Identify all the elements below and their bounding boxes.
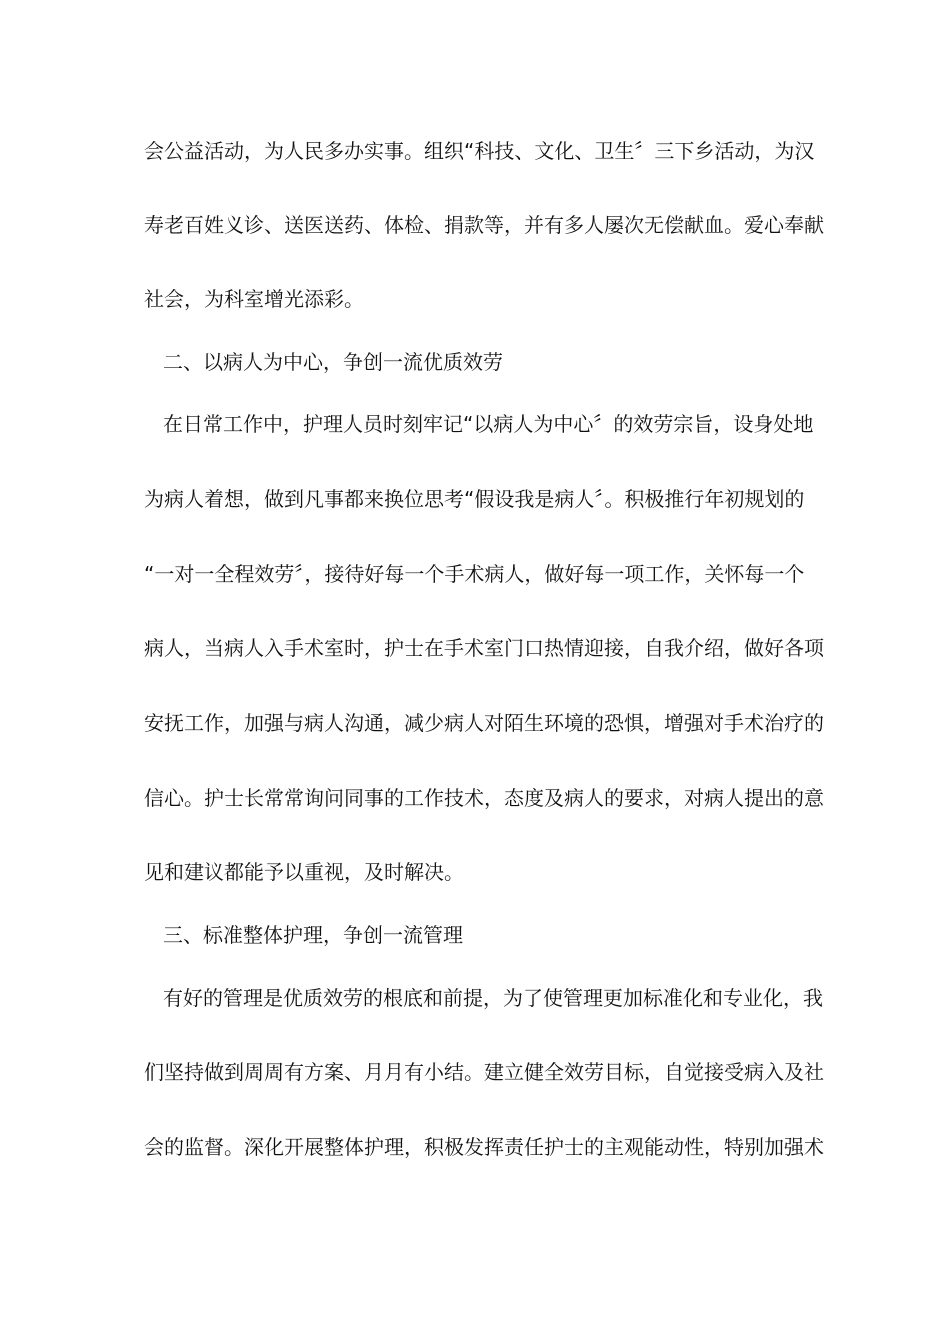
body-text-line: 们坚持做到周周有方案、月月有小结。建立健全效劳目标，自觉接受病入及社 (144, 1060, 824, 1084)
body-text-line: 在日常工作中，护理人员时刻牢记“以病人为中心〞的效劳宗旨，设身处地 (163, 412, 814, 436)
body-text-line: 会的监督。深化开展整体护理，积极发挥责任护士的主观能动性，特别加强术 (144, 1135, 824, 1159)
body-text-line: 有好的管理是优质效劳的根底和前提，为了使管理更加标准化和专业化，我 (163, 986, 823, 1010)
section-heading: 三、标准整体护理，争创一流管理 (163, 923, 463, 947)
section-heading: 二、以病人为中心，争创一流优质效劳 (163, 350, 503, 374)
body-text-line: 为病人着想，做到凡事都来换位思考“假设我是病人〞。积极推行年初规划的 (144, 487, 805, 511)
body-text-line: 病人，当病人入手术室时，护士在手术室门口热情迎接，自我介绍，做好各项 (144, 636, 824, 660)
body-text-line: 安抚工作，加强与病人沟通，减少病人对陌生环境的恐惧，增强对手术治疗的 (144, 711, 824, 735)
body-text-line: 见和建议都能予以重视，及时解决。 (144, 860, 464, 884)
body-text-line: 会公益活动，为人民多办实事。组织“科技、文化、卫生〞三下乡活动，为汉 (144, 139, 815, 163)
body-text-line: 寿老百姓义诊、送医送药、体检、捐款等，并有多人屡次无偿献血。爱心奉献 (144, 213, 824, 237)
body-text-line: 信心。护士长常常询问同事的工作技术，态度及病人的要求，对病人提出的意 (144, 786, 824, 810)
body-text-line: “一对一全程效劳〞，接待好每一个手术病人，做好每一项工作，关怀每一个 (144, 562, 805, 586)
body-text-line: 社会，为科室增光添彩。 (144, 287, 364, 311)
